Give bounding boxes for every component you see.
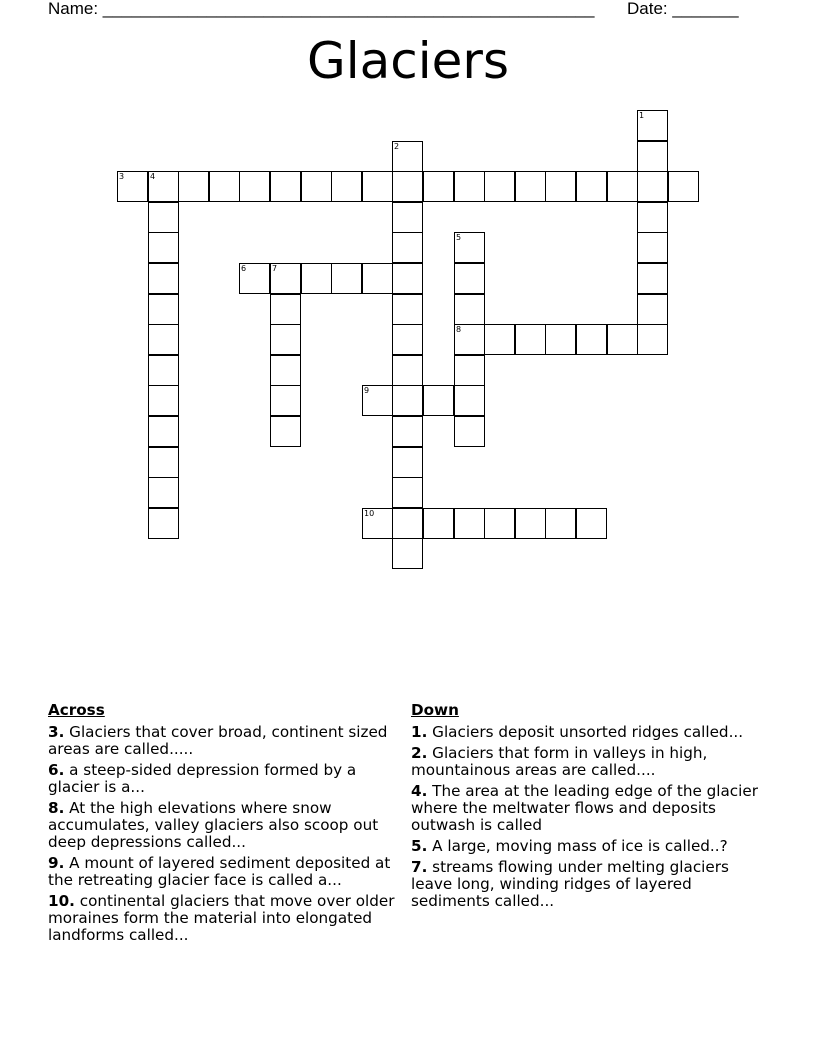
grid-cell[interactable] [392,447,423,478]
grid-cell[interactable] [576,324,607,355]
grid-cell[interactable] [454,232,485,263]
clue-number-label: 2 [394,142,400,151]
clue-number: 6. [48,761,65,779]
grid-cell[interactable] [392,538,423,569]
clue-down-1 [411,724,763,741]
grid-cell[interactable] [362,171,393,202]
clue-number: 5. [411,837,428,855]
grid-cell[interactable] [270,171,301,202]
grid-cell[interactable] [331,263,362,294]
grid-cell[interactable] [148,355,179,386]
clue-number: 10. [48,892,75,910]
grid-cell[interactable] [362,263,393,294]
grid-cell[interactable] [362,385,393,416]
grid-cell[interactable] [362,508,393,539]
grid-cell[interactable] [239,171,270,202]
grid-cell[interactable] [637,294,668,325]
clue-text: At the high elevations where snow accumulates, valley glaciers also scoop out deep depressions called... [48,799,379,851]
grid-cell[interactable] [668,171,699,202]
grid-cell[interactable] [607,324,638,355]
grid-cell[interactable] [392,416,423,447]
grid-cell[interactable] [423,171,454,202]
clue-number: 9. [48,854,65,872]
grid-cell[interactable] [454,294,485,325]
grid-cell[interactable] [301,171,332,202]
clue-number-label: 9 [364,386,370,395]
across-heading: Across [48,701,105,719]
clue-number-label: 7 [272,264,278,273]
clue-across-10 [48,893,400,944]
clue-text: The area at the leading edge of the glacier where the meltwater flows and deposits outwash is called [411,782,758,834]
grid-cell[interactable] [392,202,423,233]
grid-cell[interactable] [301,263,332,294]
grid-cell[interactable] [637,324,668,355]
grid-cell[interactable] [607,171,638,202]
clue-number-label: 8 [456,325,462,334]
clue-text: Glaciers that cover broad, continent sized areas are called..... [48,723,388,758]
grid-cell[interactable] [576,171,607,202]
clue-number: 1. [411,723,428,741]
across-clues [48,702,400,948]
grid-cell[interactable] [545,324,576,355]
clue-number-label: 6 [241,264,247,273]
grid-cell[interactable] [148,171,179,202]
down-heading: Down [411,701,459,719]
grid-cell[interactable] [484,508,515,539]
date-field[interactable]: Date: _______ [627,0,739,18]
grid-cell[interactable] [392,324,423,355]
clue-number: 7. [411,858,428,876]
grid-cell[interactable] [392,263,423,294]
grid-cell[interactable] [148,232,179,263]
clue-number: 3. [48,723,65,741]
clue-number-label: 5 [456,233,462,242]
grid-cell[interactable] [545,508,576,539]
clue-number: 8. [48,799,65,817]
clue-across-6 [48,762,400,796]
grid-cell[interactable] [454,416,485,447]
clue-text: continental glaciers that move over older moraines form the material into elongated landforms called... [48,892,395,944]
grid-cell[interactable] [484,171,515,202]
grid-cell[interactable] [148,263,179,294]
grid-cell[interactable] [392,171,423,202]
clue-text: a steep-sided depression formed by a glacier is a... [48,761,357,796]
grid-cell[interactable] [148,202,179,233]
grid-cell[interactable] [484,324,515,355]
clue-across-8 [48,800,400,851]
down-clues [411,702,763,914]
grid-cell[interactable] [576,508,607,539]
grid-cell[interactable] [270,263,301,294]
clue-number-label: 1 [639,111,645,120]
grid-cell[interactable] [270,355,301,386]
grid-cell[interactable] [270,416,301,447]
grid-cell[interactable] [148,324,179,355]
grid-cell[interactable] [423,385,454,416]
page-title: Glaciers [306,32,510,90]
grid-cell[interactable] [637,110,668,141]
clue-down-2 [411,745,763,779]
grid-cell[interactable] [454,263,485,294]
clue-across-3 [48,724,400,758]
grid-cell[interactable] [392,508,423,539]
grid-cell[interactable] [392,141,423,172]
grid-cell[interactable] [637,202,668,233]
grid-cell[interactable] [331,171,362,202]
clue-number-label: 3 [119,172,125,181]
clue-text: A large, moving mass of ice is called..? [432,837,728,855]
grid-cell[interactable] [454,508,485,539]
name-field[interactable]: Name: ____________________________________________________ [48,0,595,18]
clue-across-9 [48,855,400,889]
grid-cell[interactable] [515,324,546,355]
grid-cell[interactable] [178,171,209,202]
clue-text: streams flowing under melting glaciers leave long, winding ridges of layered sediments called... [411,858,729,910]
grid-cell[interactable] [392,477,423,508]
grid-cell[interactable] [392,385,423,416]
grid-cell[interactable] [454,355,485,386]
grid-cell[interactable] [515,508,546,539]
clue-number-label: 10 [364,509,375,518]
grid-cell[interactable] [454,171,485,202]
grid-cell[interactable] [637,232,668,263]
grid-cell[interactable] [637,171,668,202]
grid-cell[interactable] [515,171,546,202]
grid-cell[interactable] [545,171,576,202]
clue-down-4 [411,783,763,834]
grid-cell[interactable] [392,232,423,263]
grid-cell[interactable] [392,355,423,386]
grid-cell[interactable] [148,416,179,447]
clue-text: Glaciers deposit unsorted ridges called... [432,723,744,741]
grid-cell[interactable] [454,385,485,416]
grid-cell[interactable] [148,385,179,416]
grid-cell[interactable] [148,508,179,539]
grid-cell[interactable] [148,477,179,508]
clue-text: Glaciers that form in valleys in high, mountainous areas are called.... [411,744,708,779]
grid-cell[interactable] [270,324,301,355]
grid-cell[interactable] [637,263,668,294]
grid-cell[interactable] [392,294,423,325]
grid-cell[interactable] [117,171,148,202]
clue-down-5 [411,838,763,855]
grid-cell[interactable] [209,171,240,202]
grid-cell[interactable] [637,141,668,172]
grid-cell[interactable] [148,447,179,478]
grid-cell[interactable] [270,385,301,416]
clue-text: A mount of layered sediment deposited at the retreating glacier face is called a... [48,854,391,889]
clue-down-7 [411,859,763,910]
grid-cell[interactable] [148,294,179,325]
clue-number: 2. [411,744,428,762]
grid-cell[interactable] [239,263,270,294]
grid-cell[interactable] [454,324,485,355]
grid-cell[interactable] [423,508,454,539]
clue-number: 4. [411,782,428,800]
clue-number-label: 4 [150,172,156,181]
grid-cell[interactable] [270,294,301,325]
